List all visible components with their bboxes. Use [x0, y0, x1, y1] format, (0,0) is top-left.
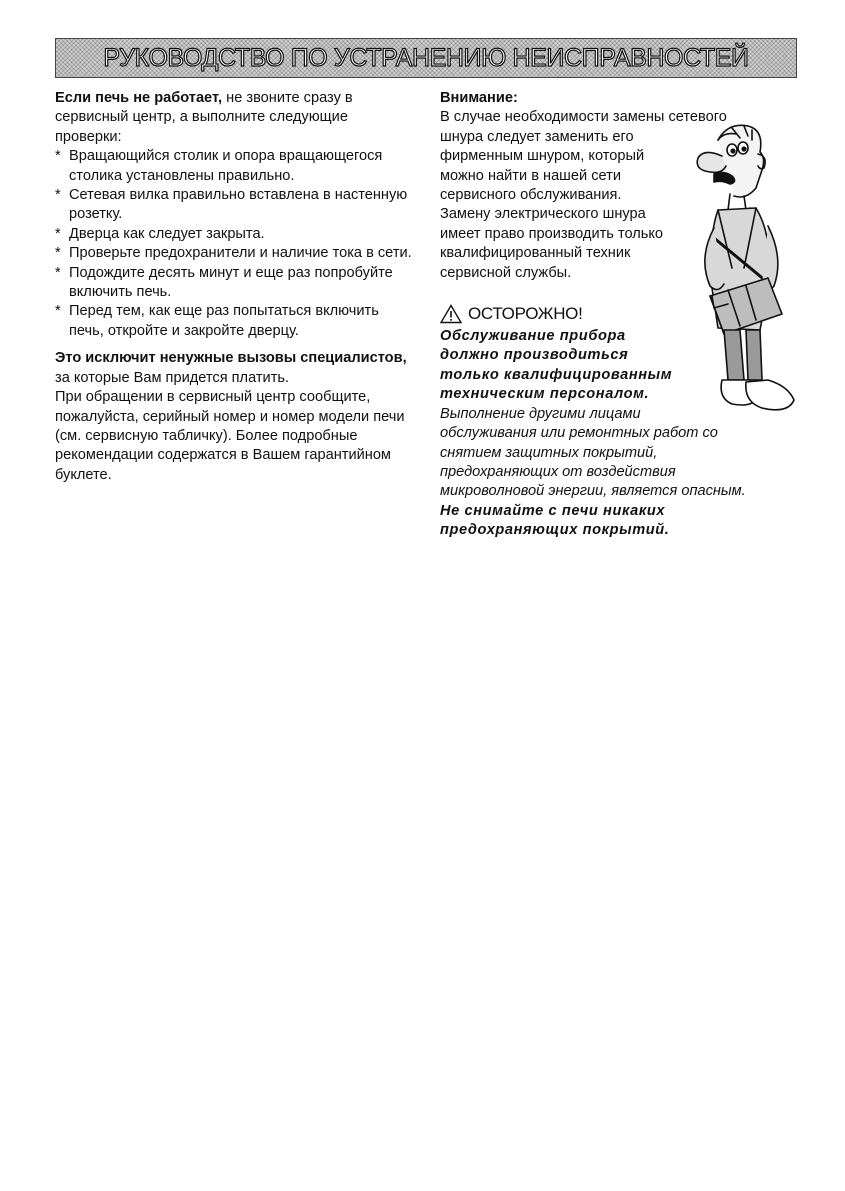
closing-rest: за которые Вам придется платить. — [55, 369, 290, 386]
list-item — [55, 302, 415, 341]
attention-line: имеет право производить только — [440, 225, 664, 242]
check-text: Перед тем, как еще раз попытаться включить печь, откройте и закройте дверцу. — [69, 303, 379, 339]
page-title: РУКОВОДСТВО ПО УСТРАНЕНИЮ НЕИСПРАВНОСТЕЙ — [103, 43, 749, 72]
warning-triangle-icon — [440, 304, 462, 324]
checklist — [55, 147, 415, 341]
list-item — [55, 264, 415, 303]
caution-italic-line: Выполнение другими лицами — [440, 405, 641, 422]
check-text: Сетевая вилка правильно вставлена в настенную розетку. — [69, 187, 408, 223]
caution-italic-line: предохраняющих от воздействия — [440, 463, 676, 480]
final-warning-line: Не снимайте с печи никаких — [440, 502, 666, 519]
bullet-star: * — [55, 303, 61, 320]
bullet-star: * — [55, 225, 61, 242]
attention-line: можно найти в нашей сети — [440, 167, 621, 184]
list-item — [55, 147, 415, 186]
list-item — [55, 186, 415, 225]
attention-line: фирменным шнуром, который — [440, 148, 645, 165]
left-column — [55, 89, 415, 485]
list-item — [55, 225, 415, 244]
attention-line: сервисной службы. — [440, 264, 572, 281]
attention-title: Внимание: — [440, 90, 518, 106]
intro-bold: Если печь не работает, — [55, 90, 223, 106]
attention-line: сервисного обслуживания. — [440, 187, 622, 204]
caution-bold-line: техническим персоналом. — [440, 386, 650, 403]
caution-italic-line: обслуживания или ремонтных работ со — [440, 425, 718, 442]
caution-bold-line: должно производиться — [440, 347, 629, 364]
caution-title: ОСТОРОЖНО! — [468, 304, 583, 324]
list-item — [55, 244, 415, 263]
bullet-star: * — [55, 148, 61, 165]
caution-bold-line: Обслуживание прибора — [440, 328, 626, 345]
attention-line: квалифицированный техник — [440, 245, 631, 262]
attention-line: Замену электрического шнура — [440, 206, 646, 223]
attention-line: шнура следует заменить его — [440, 128, 634, 145]
service-paragraph: При обращении в сервисный центр сообщите, пожалуйста, серийный номер и номер модели печи (см. сервисную табличку). Более подробные рекомендации содержатся в Вашем гарантийном буклете. — [55, 389, 405, 483]
caution-italic-line: микроволновой энергии, является опасным. — [440, 483, 746, 500]
final-warning-line: предохраняющих покрытий. — [440, 522, 670, 539]
caution-bold-line: только квалифицированным — [440, 366, 673, 383]
closing-bold: Это исключит ненужные вызовы специалистов, — [55, 350, 407, 367]
caution-italic-line: снятием защитных покрытий, — [440, 444, 658, 461]
attention-line: В случае необходимости замены сетевого — [440, 109, 727, 126]
check-text: Подождите десять минут и еще раз попробуйте включить печь. — [69, 264, 393, 301]
bullet-star: * — [55, 264, 61, 281]
technician-cartoon-illustration — [688, 118, 800, 418]
intro-rest: не звоните сразу в сервисный центр, а выполните следующие проверки: — [55, 90, 353, 145]
check-text: Проверьте предохранители и наличие тока в сети. — [69, 245, 412, 262]
check-text: Вращающийся столик и опора вращающегося столика установлены правильно. — [69, 148, 383, 184]
bullet-star: * — [55, 245, 61, 262]
intro-paragraph — [55, 89, 415, 147]
closing-paragraph — [55, 349, 415, 388]
section-title-bar — [55, 38, 797, 78]
bullet-star: * — [55, 187, 61, 204]
check-text: Дверца как следует закрыта. — [69, 225, 265, 242]
